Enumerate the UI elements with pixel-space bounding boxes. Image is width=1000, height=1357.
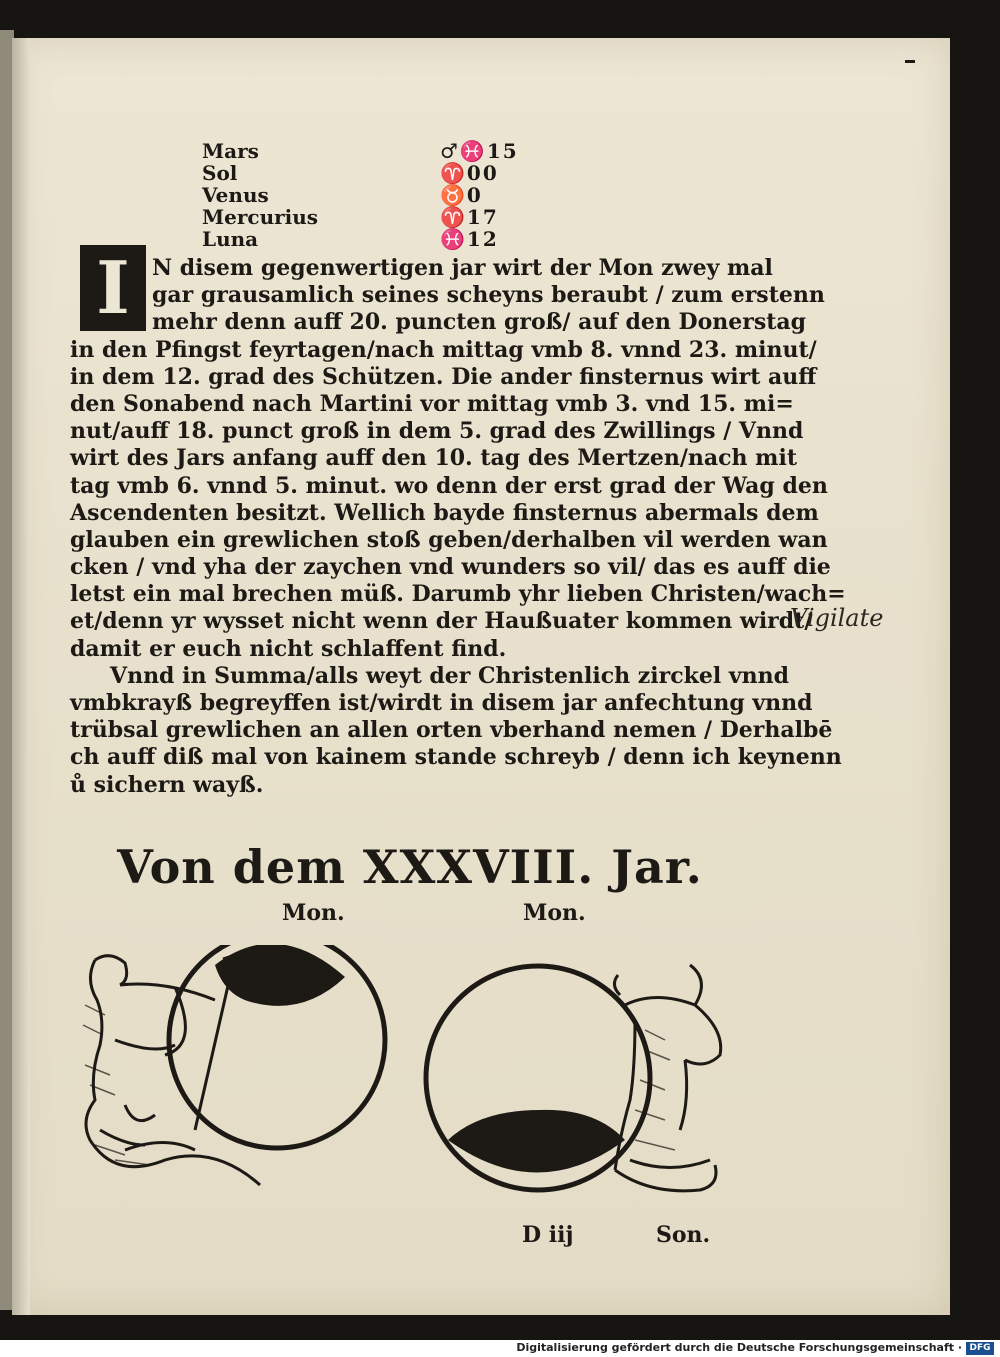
decorated-initial: I xyxy=(80,245,146,331)
planet-name: Mars xyxy=(202,139,259,163)
dfg-logo[interactable]: DFG xyxy=(966,1342,994,1355)
planet-name: Venus xyxy=(202,183,269,207)
text-line: nut/auff 18. punct groß in dem 5. grad des Zwillings / Vnnd xyxy=(70,418,804,445)
planet-sign: ♓12 xyxy=(440,227,499,251)
text-line: in den Pfingst feyrtagen/nach mittag vmb 8. vnnd 23. minut/ xyxy=(70,336,817,363)
section-heading: Von dem XXXVIII. Jar. xyxy=(117,840,703,894)
planet-row xyxy=(202,228,532,250)
text-line: vmbkrayß begreyffen ist/wirdt in disem jar anfechtung vnnd xyxy=(70,690,813,716)
bull-icon xyxy=(614,965,720,1191)
text-line: N disem gegenwertigen jar wirt der Mon zwey mal xyxy=(152,255,773,281)
sagittarius-eclipse-woodcut xyxy=(55,945,395,1190)
text-line: tag vmb 6. vnnd 5. minut. wo denn der erst grad der Wag den xyxy=(70,472,828,499)
moon-label-left: Mon. xyxy=(282,900,345,926)
text-line: ch auff diß mal von kainem stande schreyb / denn ich keynenn xyxy=(70,744,842,771)
text-line: letst ein mal brechen müß. Darumb yhr lieben Christen/wach= xyxy=(70,581,846,608)
planet-row xyxy=(202,206,532,228)
text-line: et/denn yr wysset nicht wenn der Haußuater kommen wirdt/ xyxy=(70,608,813,635)
page-gutter xyxy=(12,38,30,1315)
moon-label-right: Mon. xyxy=(523,900,586,926)
text-line: glauben ein grewlichen stoß geben/derhalben vil werden wan xyxy=(70,526,828,553)
planet-sign: ♈00 xyxy=(440,161,499,185)
bull-hatching xyxy=(635,1030,675,1150)
planet-name: Mercurius xyxy=(202,205,319,229)
planet-row xyxy=(202,162,532,184)
handwritten-margin-note: Vigilate xyxy=(790,604,884,632)
text-line: ů sichern wayß. xyxy=(70,771,264,798)
text-line: in dem 12. grad des Schützen. Die ander finsternus wirt auff xyxy=(70,363,817,390)
planet-table xyxy=(202,140,532,250)
eclipse-shadow-right xyxy=(448,1110,625,1173)
signature-mark: D iij xyxy=(522,1222,574,1248)
planet-sign: ♈17 xyxy=(440,205,499,229)
text-line: mehr denn auff 20. puncten groß/ auf den Donerstag xyxy=(152,309,807,336)
planet-row xyxy=(202,184,532,206)
text-line: gar grausamlich seines scheyns beraubt / zum erstenn xyxy=(152,282,825,309)
text-line: cken / vnd yha der zaychen vnd wunders so vil/ das es auff die xyxy=(70,554,831,581)
corner-mark xyxy=(905,60,915,63)
catchword: Son. xyxy=(656,1222,711,1248)
planet-name: Luna xyxy=(202,227,259,251)
text-line: Ascendenten besitzt. Wellich bayde finsternus abermals dem xyxy=(70,499,819,526)
planet-name: Sol xyxy=(202,161,238,185)
planet-sign: ♉0 xyxy=(440,183,483,207)
credit-text[interactable]: Digitalisierung gefördert durch die Deutsche Forschungsgemeinschaft · xyxy=(516,1341,962,1354)
planet-row xyxy=(202,140,532,162)
text-line: Vnnd in Summa/alls weyt der Christenlich zirckel vnnd xyxy=(110,662,790,689)
text-line: trübsal grewlichen an allen orten vberhand nemen / Derhalbē xyxy=(70,717,833,744)
text-line: damit er euch nicht schlaffent find. xyxy=(70,635,507,662)
text-line: wirt des Jars anfang auff den 10. tag des Mertzen/nach mit xyxy=(70,445,797,472)
taurus-eclipse-woodcut xyxy=(420,960,740,1210)
planet-sign: ♂♓15 xyxy=(440,139,519,163)
text-line: den Sonabend nach Martini vor mittag vmb 3. vnd 15. mi= xyxy=(70,390,794,417)
